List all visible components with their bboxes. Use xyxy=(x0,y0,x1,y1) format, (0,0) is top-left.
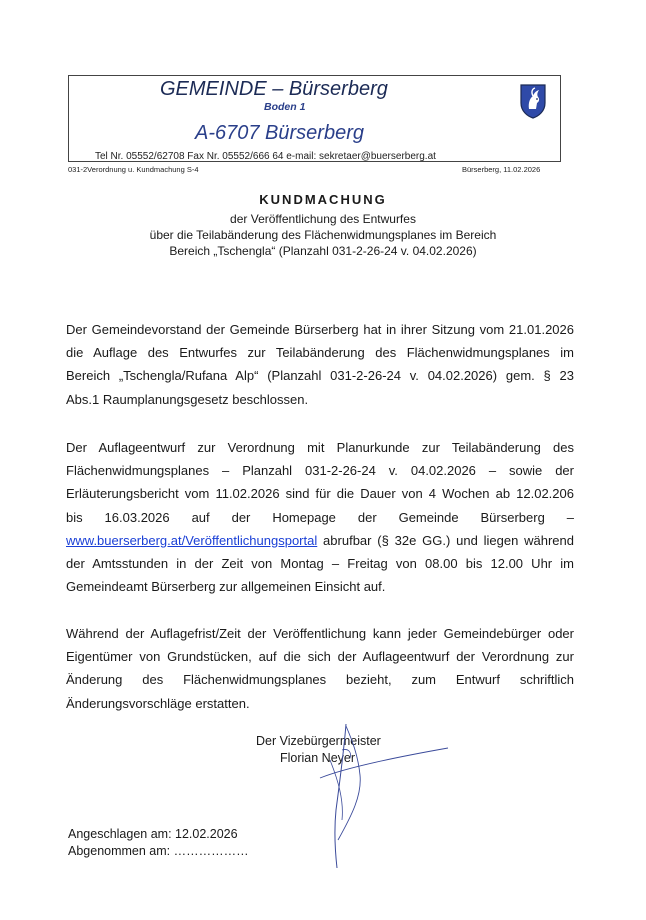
paragraph-line: Der Auflageentwurf zur Verordnung mit Planurkunde zur Teilabänderung des xyxy=(66,440,574,455)
paragraph-line: Abs.1 Raumplanungsgesetz beschlossen. xyxy=(66,391,309,407)
paragraph-resolution xyxy=(66,318,574,411)
publication-portal-link[interactable]: www.buerserberg.at/Veröffentlichungsportal xyxy=(66,532,318,548)
paragraph-line: Flächenwidmungsplanes – Planzahl 031-2-26-24 v. 04.02.2026 – sowie der xyxy=(66,463,574,479)
signatory-name: Florian Neyer xyxy=(280,751,356,765)
removed-date: Abgenommen am: ……………… xyxy=(68,844,249,858)
paragraph-line: Änderungsvorschläge erstatten. xyxy=(66,695,250,711)
paragraph-line-with-link xyxy=(66,529,574,552)
handwritten-signature xyxy=(300,720,460,870)
heading-line-1: der Veröffentlichung des Entwurfes xyxy=(230,212,416,226)
paragraph-line: Erläuterungsbericht vom 11.02.2026 sind für die Dauer von 4 Wochen ab 12.02.206 xyxy=(66,486,574,502)
paragraph-text: abrufbar (§ 32e GG.) und liegen während xyxy=(317,532,574,548)
document-title: KUNDMACHUNG xyxy=(259,192,387,207)
paragraph-objections xyxy=(66,622,574,715)
municipality-street: Boden 1 xyxy=(264,101,306,113)
paragraph-line: der Amtsstunden in der Zeit von Montag – Freitag von 08.00 bis 12.00 Uhr im xyxy=(66,555,574,571)
reference-number: 031-2Verordnung u. Kundmachung S-4 xyxy=(68,165,199,174)
posting-dates xyxy=(68,826,249,860)
paragraph-line: Gemeindeamt Bürserberg zur allgemeinen Einsicht auf. xyxy=(66,579,386,595)
municipality-contact: Tel Nr. 05552/62708 Fax Nr. 05552/666 64 e-mail: sekretaer@buerserberg.at xyxy=(95,151,436,162)
paragraph-line: Bereich „Tschengla/Rufana Alp“ (Planzahl 031-2-26-24 v. 04.02.2026) gem. § 23 xyxy=(66,368,574,384)
signatory-role: Der Vizebürgermeister xyxy=(256,734,381,748)
paragraph-line: bis 16.03.2026 auf der Homepage der Gemeinde Bürserberg – xyxy=(66,509,574,525)
paragraph-line: Eigentümer von Grundstücken, auf die sich der Auflageentwurf der Verordnung zur xyxy=(66,649,574,665)
paragraph-line: Der Gemeindevorstand der Gemeinde Bürserberg hat in ihrer Sitzung vom 21.01.2026 xyxy=(66,322,574,337)
heading-line-3: Bereich „Tschengla“ (Planzahl 031-2-26-24 v. 04.02.2026) xyxy=(169,244,477,258)
municipality-city: A-6707 Bürserberg xyxy=(195,122,364,144)
paragraph-line: die Auflage des Entwurfes zur Teilabänderung des Flächenwidmungsplanes im xyxy=(66,345,574,361)
paragraph-line: Änderung des Flächenwidmungsplanes bezieht, zum Entwurf schriftlich xyxy=(66,672,574,688)
coat-of-arms-ibex-icon xyxy=(519,83,547,119)
heading-line-2: über die Teilabänderung des Flächenwidmungsplanes im Bereich xyxy=(149,228,497,242)
municipality-title: GEMEINDE – Bürserberg xyxy=(160,78,388,100)
paragraph-line: Während der Auflagefrist/Zeit der Veröffentlichung kann jeder Gemeindebürger oder xyxy=(66,626,574,641)
paragraph-public-display xyxy=(66,436,574,598)
posted-date: Angeschlagen am: 12.02.2026 xyxy=(68,827,238,841)
document-date: Bürserberg, 11.02.2026 xyxy=(462,165,541,174)
